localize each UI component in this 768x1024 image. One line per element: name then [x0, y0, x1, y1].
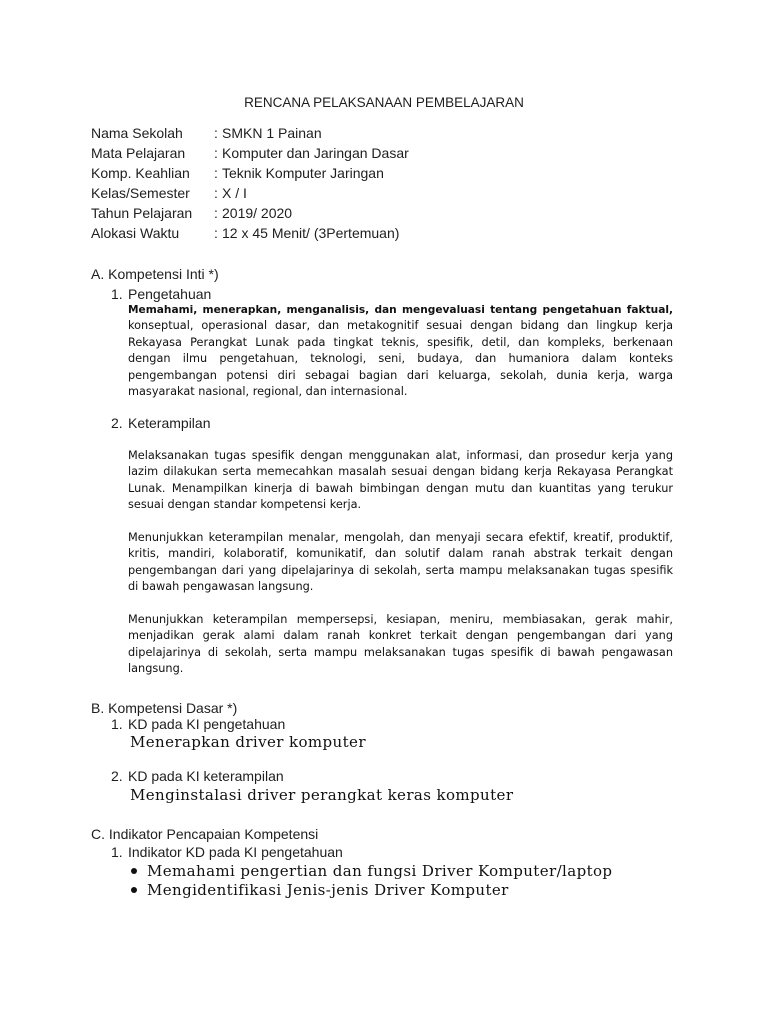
- item-kd-pengetahuan: [111, 714, 285, 734]
- bullet-item: [128, 861, 688, 881]
- info-row-alokasi-waktu: [91, 223, 591, 243]
- info-separator: :: [214, 185, 218, 201]
- item-label: KD pada KI keterampilan: [128, 768, 284, 784]
- item-label: Indikator KD pada KI pengetahuan: [128, 844, 343, 860]
- section-a-heading: A. Kompetensi Inti *): [91, 266, 219, 282]
- bullet-text: Mengidentifikasi Jenis-jenis Driver Komputer: [147, 881, 509, 899]
- item-label: Pengetahuan: [128, 286, 212, 302]
- info-value: 12 x 45 Menit/ (3Pertemuan): [222, 225, 400, 241]
- paragraph-line: masyarakat nasional, regional, dan internasional.: [128, 384, 408, 398]
- paragraph-line: Rekayasa Perangkat Lunak pada tingkat teknis, spesifik, detil, dan kompleks, berkenaan: [128, 335, 673, 349]
- info-separator: :: [214, 165, 218, 181]
- paragraph-line: di bawah pengawasan langsung.: [128, 580, 314, 594]
- identity-table: [91, 123, 591, 243]
- info-separator: :: [214, 225, 218, 241]
- paragraph-line: Menunjukkan keterampilan mempersepsi, kesiapan, meniru, membiasakan, gerak mahir,: [128, 613, 673, 626]
- paragraph-line: Lunak. Menampilkan kinerja di bawah bimbingan dengan mutu dan kuantitas yang terukur: [128, 481, 673, 495]
- paragraph-keterampilan-3: [128, 612, 673, 678]
- item-keterampilan: [111, 413, 211, 433]
- item-pengetahuan: [111, 284, 211, 304]
- info-separator: :: [214, 125, 218, 141]
- paragraph-line: kritis, mandiri, kolaboratif, komunikatif, dan solutif dalam ranah abstrak terkait dengan: [128, 547, 673, 561]
- info-label: Tahun Pelajaran: [91, 205, 193, 221]
- paragraph-line: dengan ilmu pengetahuan, teknologi, seni, budaya, dan humaniora dalam konteks: [128, 352, 673, 366]
- info-row-mata-pelajaran: [91, 143, 591, 163]
- paragraph-line: Memahami, menerapkan, menganalisis, dan mengevaluasi tentang pengetahuan faktual,: [128, 304, 673, 316]
- paragraph-line: konseptual, operasional dasar, dan metakognitif sesuai dengan bidang dan lingkup kerja: [128, 319, 673, 333]
- info-row-komp-keahlian: [91, 163, 591, 183]
- info-value: Komputer dan Jaringan Dasar: [222, 145, 409, 161]
- info-label: Nama Sekolah: [91, 125, 183, 141]
- info-separator: :: [214, 205, 218, 221]
- info-label: Alokasi Waktu: [91, 225, 180, 241]
- bullet-text: Memahami pengertian dan fungsi Driver Komputer/laptop: [147, 862, 613, 880]
- bullet-icon: [131, 868, 137, 874]
- paragraph-line: Menunjukkan keterampilan menalar, mengolah, dan menyaji secara efektif, kreatif, produktif,: [128, 531, 673, 544]
- document-title: RENCANA PELAKSANAAN PEMBELAJARAN: [244, 95, 524, 110]
- info-label: Komp. Keahlian: [91, 165, 190, 181]
- paragraph-pengetahuan: [128, 302, 673, 400]
- kd-keterampilan-text: Menginstalasi driver perangkat keras komputer: [130, 786, 514, 804]
- section-b-heading: B. Kompetensi Dasar *): [91, 700, 238, 716]
- kd-pengetahuan-text: Menerapkan driver komputer: [130, 733, 366, 751]
- paragraph-line: lazim dilakukan serta memecahkan masalah sesuai dengan bidang kerja Rekayasa Perangkat: [128, 465, 673, 479]
- info-value: Teknik Komputer Jaringan: [222, 165, 384, 181]
- info-row-tahun-pelajaran: [91, 203, 591, 223]
- item-number: 1.: [111, 716, 123, 732]
- info-row-nama-sekolah: [91, 123, 591, 143]
- bullet-item: [128, 880, 688, 900]
- item-number: 1.: [111, 844, 123, 860]
- paragraph-line: Melaksanakan tugas spesifik dengan menggunakan alat, informasi, dan prosedur kerja yang: [128, 449, 673, 462]
- paragraph-line: sesuai dengan standar kompetensi kerja.: [128, 498, 362, 512]
- paragraph-line: menjadikan gerak alami dalam ranah konkret terkait dengan pengembangan dari yang: [128, 629, 673, 643]
- item-number: 1.: [111, 286, 123, 302]
- item-number: 2.: [111, 415, 123, 431]
- paragraph-line: pengembangan dari yang dipelajarinya di sekolah, serta mampu melaksanakan tugas spesifik: [128, 563, 673, 577]
- item-number: 2.: [111, 768, 123, 784]
- info-label: Kelas/Semester: [91, 185, 190, 201]
- info-row-kelas-semester: [91, 183, 591, 203]
- paragraph-line: pengembangan potensi diri sebagai bagian dari keluarga, sekolah, dunia kerja, warga: [128, 368, 673, 382]
- item-indikator-pengetahuan: [111, 842, 343, 862]
- paragraph-keterampilan-2: [128, 530, 673, 596]
- item-label: KD pada KI pengetahuan: [128, 716, 286, 732]
- item-label: Keterampilan: [128, 415, 211, 431]
- paragraph-keterampilan-1: [128, 448, 673, 514]
- bullet-icon: [131, 887, 137, 893]
- info-value: 2019/ 2020: [222, 205, 293, 221]
- info-label: Mata Pelajaran: [91, 145, 186, 161]
- info-value: SMKN 1 Painan: [222, 125, 322, 141]
- item-kd-keterampilan: [111, 766, 284, 786]
- section-c-heading: C. Indikator Pencapaian Kompetensi: [91, 826, 319, 842]
- info-separator: :: [214, 145, 218, 161]
- paragraph-line: langsung.: [128, 662, 184, 676]
- paragraph-line: dipelajarinya di sekolah, serta mampu melaksanakan tugas spesifik di bawah pengawasan: [128, 645, 673, 659]
- info-value: X / I: [222, 185, 247, 201]
